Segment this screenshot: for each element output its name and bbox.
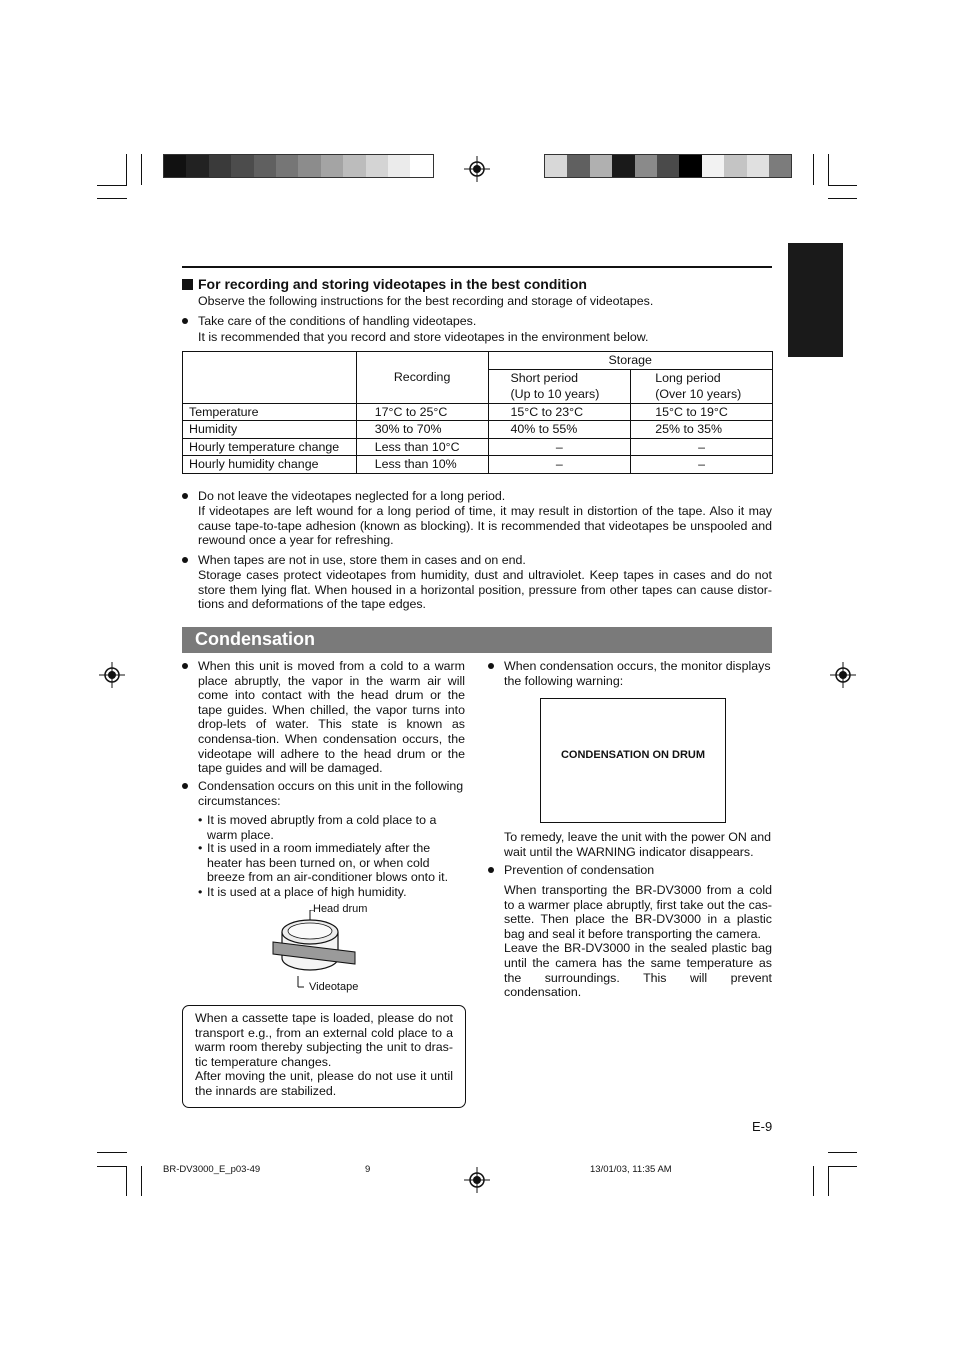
- color-swatch: [410, 155, 432, 177]
- caution-text: When a cassette tape is loaded, please do not transport e.g., from an external cold place to a warm room thereby subjecting the unit to dras-tic temperature changes. After moving the unit, please do not use it until the innards are stabilized.: [195, 1011, 453, 1098]
- table-header-storage: Storage: [488, 352, 773, 370]
- color-swatch: [545, 155, 567, 177]
- color-swatch: [724, 155, 746, 177]
- prevention-text: When transporting the BR-DV3000 from a cold to a warmer place abruptly, first take out the cas-sette. Then place the BR-DV3000 in a plastic bag and seal it before transporting the camera. Leave the BR-DV3000 in the sealed plastic bag until the camera has the same temperature as the surroundings. This will prevent condensation.: [504, 883, 772, 1000]
- table-header-short: Short period (Up to 10 years): [488, 369, 631, 403]
- footer-page: 9: [365, 1164, 371, 1175]
- section-heading: For recording and storing videotapes in the best condition: [198, 276, 587, 292]
- bullet-storage-body: Storage cases protect videotapes from humidity, dust and ultraviolet. Keep tapes in cases and do not store them lying flat. When housed in a horizontal position, pressure from other tapes can cause distor-tions and deformations of the tape edges.: [198, 568, 772, 612]
- monitor-display-illustration: [540, 698, 726, 823]
- page-number: E-9: [752, 1119, 773, 1134]
- bullet-icon: [182, 663, 188, 669]
- registration-mark-icon: [830, 662, 856, 688]
- condensation-cause-text: When this unit is moved from a cold to a warm place abruptly, the vapor in the warm air will come into contact with the head drum or the tape guides. When chilled, the vapor turns into drop-lets of water. This state is known as condensa-tion. When condensation occurs, the videotape will adhere to the head drum or the tape guides and will be damaged.: [198, 659, 465, 776]
- table-header-long: Long period (Over 10 years): [631, 369, 773, 403]
- bullet-icon: [182, 318, 188, 324]
- condensation-title: Condensation: [195, 629, 315, 649]
- table-row: Temperature 17°C to 25°C 15°C to 23°C 15°C to 19°C: [183, 403, 773, 421]
- side-tab-marker: [788, 243, 843, 357]
- circumstance-item: It is used in a room immediately after the heater has been turned on, or when cold breeze from an air-conditioner blows onto it.: [207, 841, 449, 885]
- table-row: Hourly humidity change Less than 10% – –: [183, 456, 773, 474]
- bullet-neglect-title: Do not leave the videotapes neglected for a long period.: [198, 489, 506, 503]
- footer-timestamp: 13/01/03, 11:35 AM: [590, 1164, 672, 1175]
- color-swatch: [231, 155, 253, 177]
- color-swatch: [702, 155, 724, 177]
- color-swatch: [635, 155, 657, 177]
- intro-text: Observe the following instructions for the best recording and storage of videotapes.: [198, 294, 654, 308]
- color-swatch: [747, 155, 769, 177]
- footer-filename: BR-DV3000_E_p03-49: [163, 1164, 261, 1175]
- color-swatch: [769, 155, 791, 177]
- remedy-text: To remedy, leave the unit with the power ON and wait until the WARNING indicator disappears.: [504, 830, 771, 859]
- bullet-icon: [488, 663, 494, 669]
- color-swatch: [254, 155, 276, 177]
- color-swatch: [209, 155, 231, 177]
- color-calibration-bar-left: [163, 154, 434, 178]
- color-swatch: [366, 155, 388, 177]
- condensation-warning-message: CONDENSATION ON DRUM: [560, 749, 705, 761]
- storage-conditions-table: [182, 351, 773, 474]
- color-swatch: [321, 155, 343, 177]
- color-swatch: [276, 155, 298, 177]
- figure-label-head-drum: Head drum: [313, 903, 368, 915]
- registration-mark-icon: [464, 1167, 490, 1193]
- bullet-icon: [488, 867, 494, 873]
- bullet-icon: [182, 557, 188, 563]
- table-row: Hourly temperature change Less than 10°C – –: [183, 438, 773, 456]
- circumstance-item: It is used at a place of high humidity.: [207, 885, 407, 899]
- monitor-warning-intro: When condensation occurs, the monitor displays the following warning:: [504, 659, 771, 688]
- bullet-neglect-body: If videotapes are left wound for a long period of time, it may result in distortion of the tape. Also it may cause tape-to-tape adhesion (known as blocking). It is recommended that videotapes be unspooled and rewound once a year for refreshing.: [198, 504, 772, 548]
- bullet-storage-title: When tapes are not in use, store them in cases and on end.: [198, 553, 526, 567]
- heading-square-icon: [182, 279, 193, 290]
- color-swatch: [186, 155, 208, 177]
- color-swatch: [657, 155, 679, 177]
- color-swatch: [679, 155, 701, 177]
- condensation-circumstances-text: Condensation occurs on this unit in the following circumstances:: [198, 779, 464, 808]
- color-swatch: [343, 155, 365, 177]
- color-calibration-bar-right: [544, 154, 792, 178]
- table-row: Humidity 30% to 70% 40% to 55% 25% to 35%: [183, 421, 773, 439]
- handling-line2: It is recommended that you record and store videotapes in the environment below.: [198, 330, 649, 344]
- color-swatch: [567, 155, 589, 177]
- header-rule: [182, 266, 772, 268]
- color-swatch: [388, 155, 410, 177]
- color-swatch: [298, 155, 320, 177]
- color-swatch: [612, 155, 634, 177]
- handling-line1: Take care of the conditions of handling videotapes.: [198, 314, 477, 328]
- registration-mark-icon: [99, 662, 125, 688]
- color-swatch: [590, 155, 612, 177]
- color-swatch: [164, 155, 186, 177]
- registration-mark-icon: [464, 156, 490, 182]
- table-corner-cell: [183, 352, 357, 404]
- bullet-icon: [182, 493, 188, 499]
- bullet-icon: [182, 783, 188, 789]
- head-drum-illustration: [270, 910, 370, 990]
- circumstance-item: It is moved abruptly from a cold place to a warm place.: [207, 813, 437, 842]
- table-header-recording: Recording: [356, 352, 488, 404]
- prevention-title: Prevention of condensation: [504, 863, 655, 877]
- figure-label-videotape: Videotape: [309, 981, 359, 993]
